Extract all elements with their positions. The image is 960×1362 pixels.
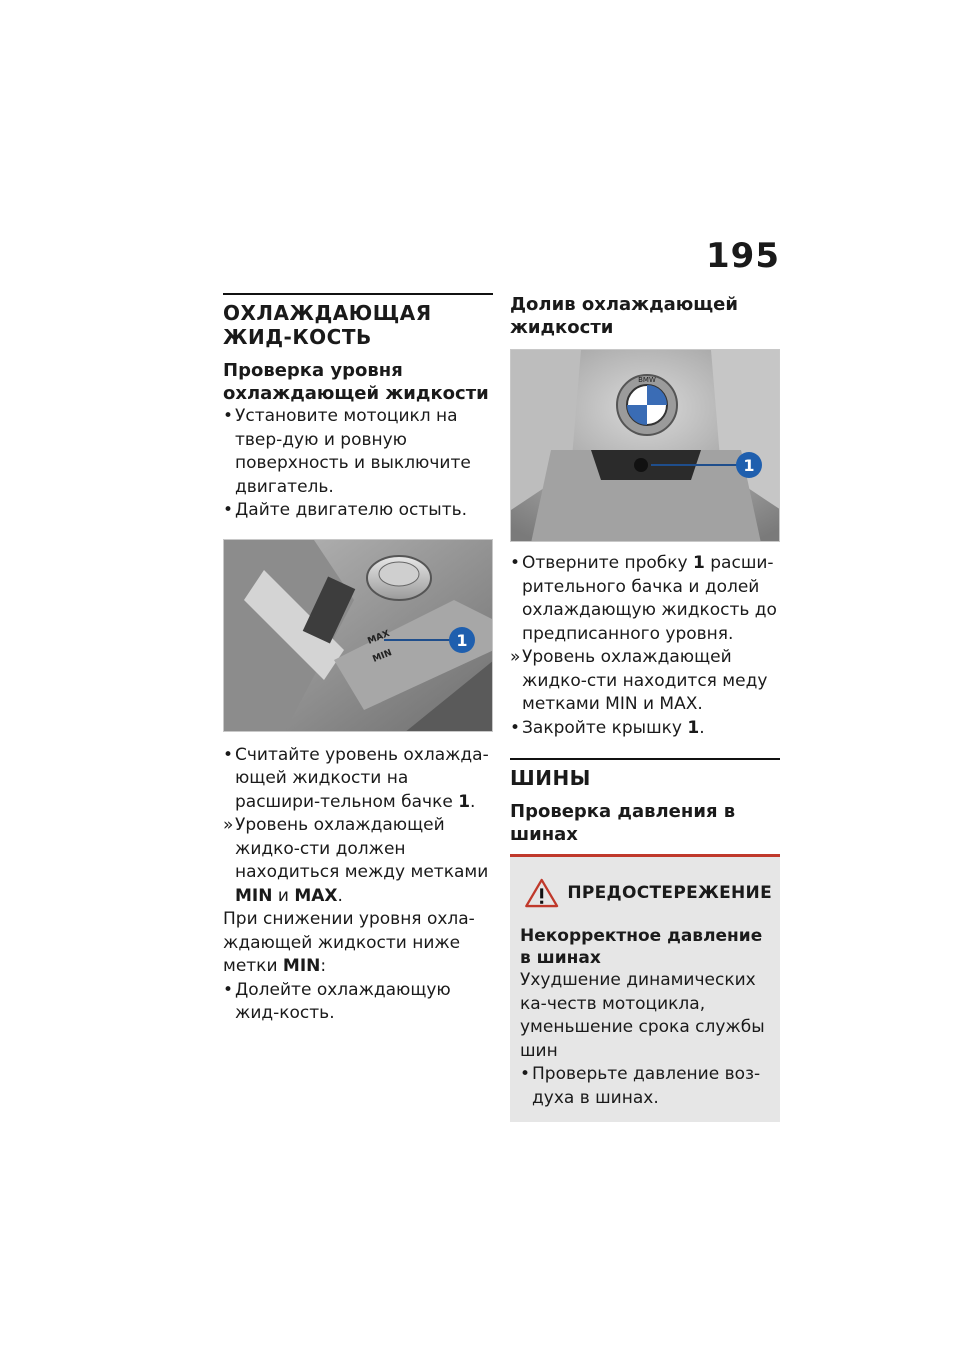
warning-triangle-icon: [524, 873, 559, 913]
left-column: [223, 293, 493, 1026]
callout-number: 1: [743, 456, 755, 475]
section-title: ОХЛАЖДАЮЩАЯ ЖИД-КОСТЬ: [223, 301, 432, 349]
filler-cap-image: [510, 349, 780, 542]
condition-text: При снижении уровня охла-ждающей жидкости ниже метки MIN:: [223, 909, 475, 976]
bullet-marker: •: [520, 1064, 531, 1084]
section-rule: [223, 293, 493, 295]
bullet-marker: •: [223, 979, 234, 1000]
list-item: • Установите мотоцикл на твер-дую и ровную поверхность и выключите двигатель.: [223, 406, 471, 497]
warning-box: [510, 854, 780, 1122]
bullet-marker: •: [510, 717, 521, 738]
coolant-reservoir-image: [223, 539, 493, 732]
list-item: • Отверните пробку 1 расши-рительного бачка и долей охлаждающую жидкость до предписанного уровня.: [510, 553, 777, 644]
subsection-title: Проверка давления в шинах: [510, 801, 736, 845]
section-rule: [510, 758, 780, 760]
list-item: • Долейте охлаждающую жид-кость.: [223, 979, 451, 1023]
warning-subtitle: Некорректное давление в шинах: [520, 926, 763, 968]
list-item: • Проверьте давление воз-духа в шинах.: [520, 1064, 761, 1108]
warning-text: Ухудшение динамических ка-честв мотоцикла, уменьшение срока службы шин: [520, 970, 765, 1061]
result-marker: »: [510, 647, 521, 667]
bullet-marker: •: [510, 553, 521, 573]
subsection-title: Долив охлаждающей жидкости: [510, 294, 738, 338]
page-number: 195: [706, 236, 780, 276]
badge-text: BMW: [638, 376, 656, 384]
result-item: » Уровень охлаждающей жидко-сти должен находиться между метками MIN и MAX.: [223, 815, 489, 906]
bullet-marker: •: [223, 406, 234, 426]
warning-header: [520, 857, 772, 913]
list-item: • Считайте уровень охлажда-ющей жидкости на расшири-тельном бачке 1.: [223, 744, 489, 812]
result-item: » Уровень охлаждающей жидко-сти находится меду метками MIN и MAX.: [510, 647, 768, 714]
subsection-title: Проверка уровня охлаждающей жидкости: [223, 360, 489, 404]
list-item: • Дайте двигателю остыть.: [223, 499, 493, 523]
right-column: [510, 293, 780, 1122]
result-marker: »: [223, 815, 234, 835]
warning-title: ПРЕДОСТЕРЕЖЕНИЕ: [567, 883, 772, 903]
section-title: ШИНЫ: [510, 766, 591, 790]
min-label: MIN: [371, 647, 394, 665]
max-label: MAX: [366, 628, 392, 647]
bullet-marker: •: [223, 500, 234, 520]
callout-number: 1: [456, 630, 468, 650]
list-item: • Закройте крышку 1.: [510, 717, 780, 741]
bullet-marker: •: [223, 744, 234, 765]
